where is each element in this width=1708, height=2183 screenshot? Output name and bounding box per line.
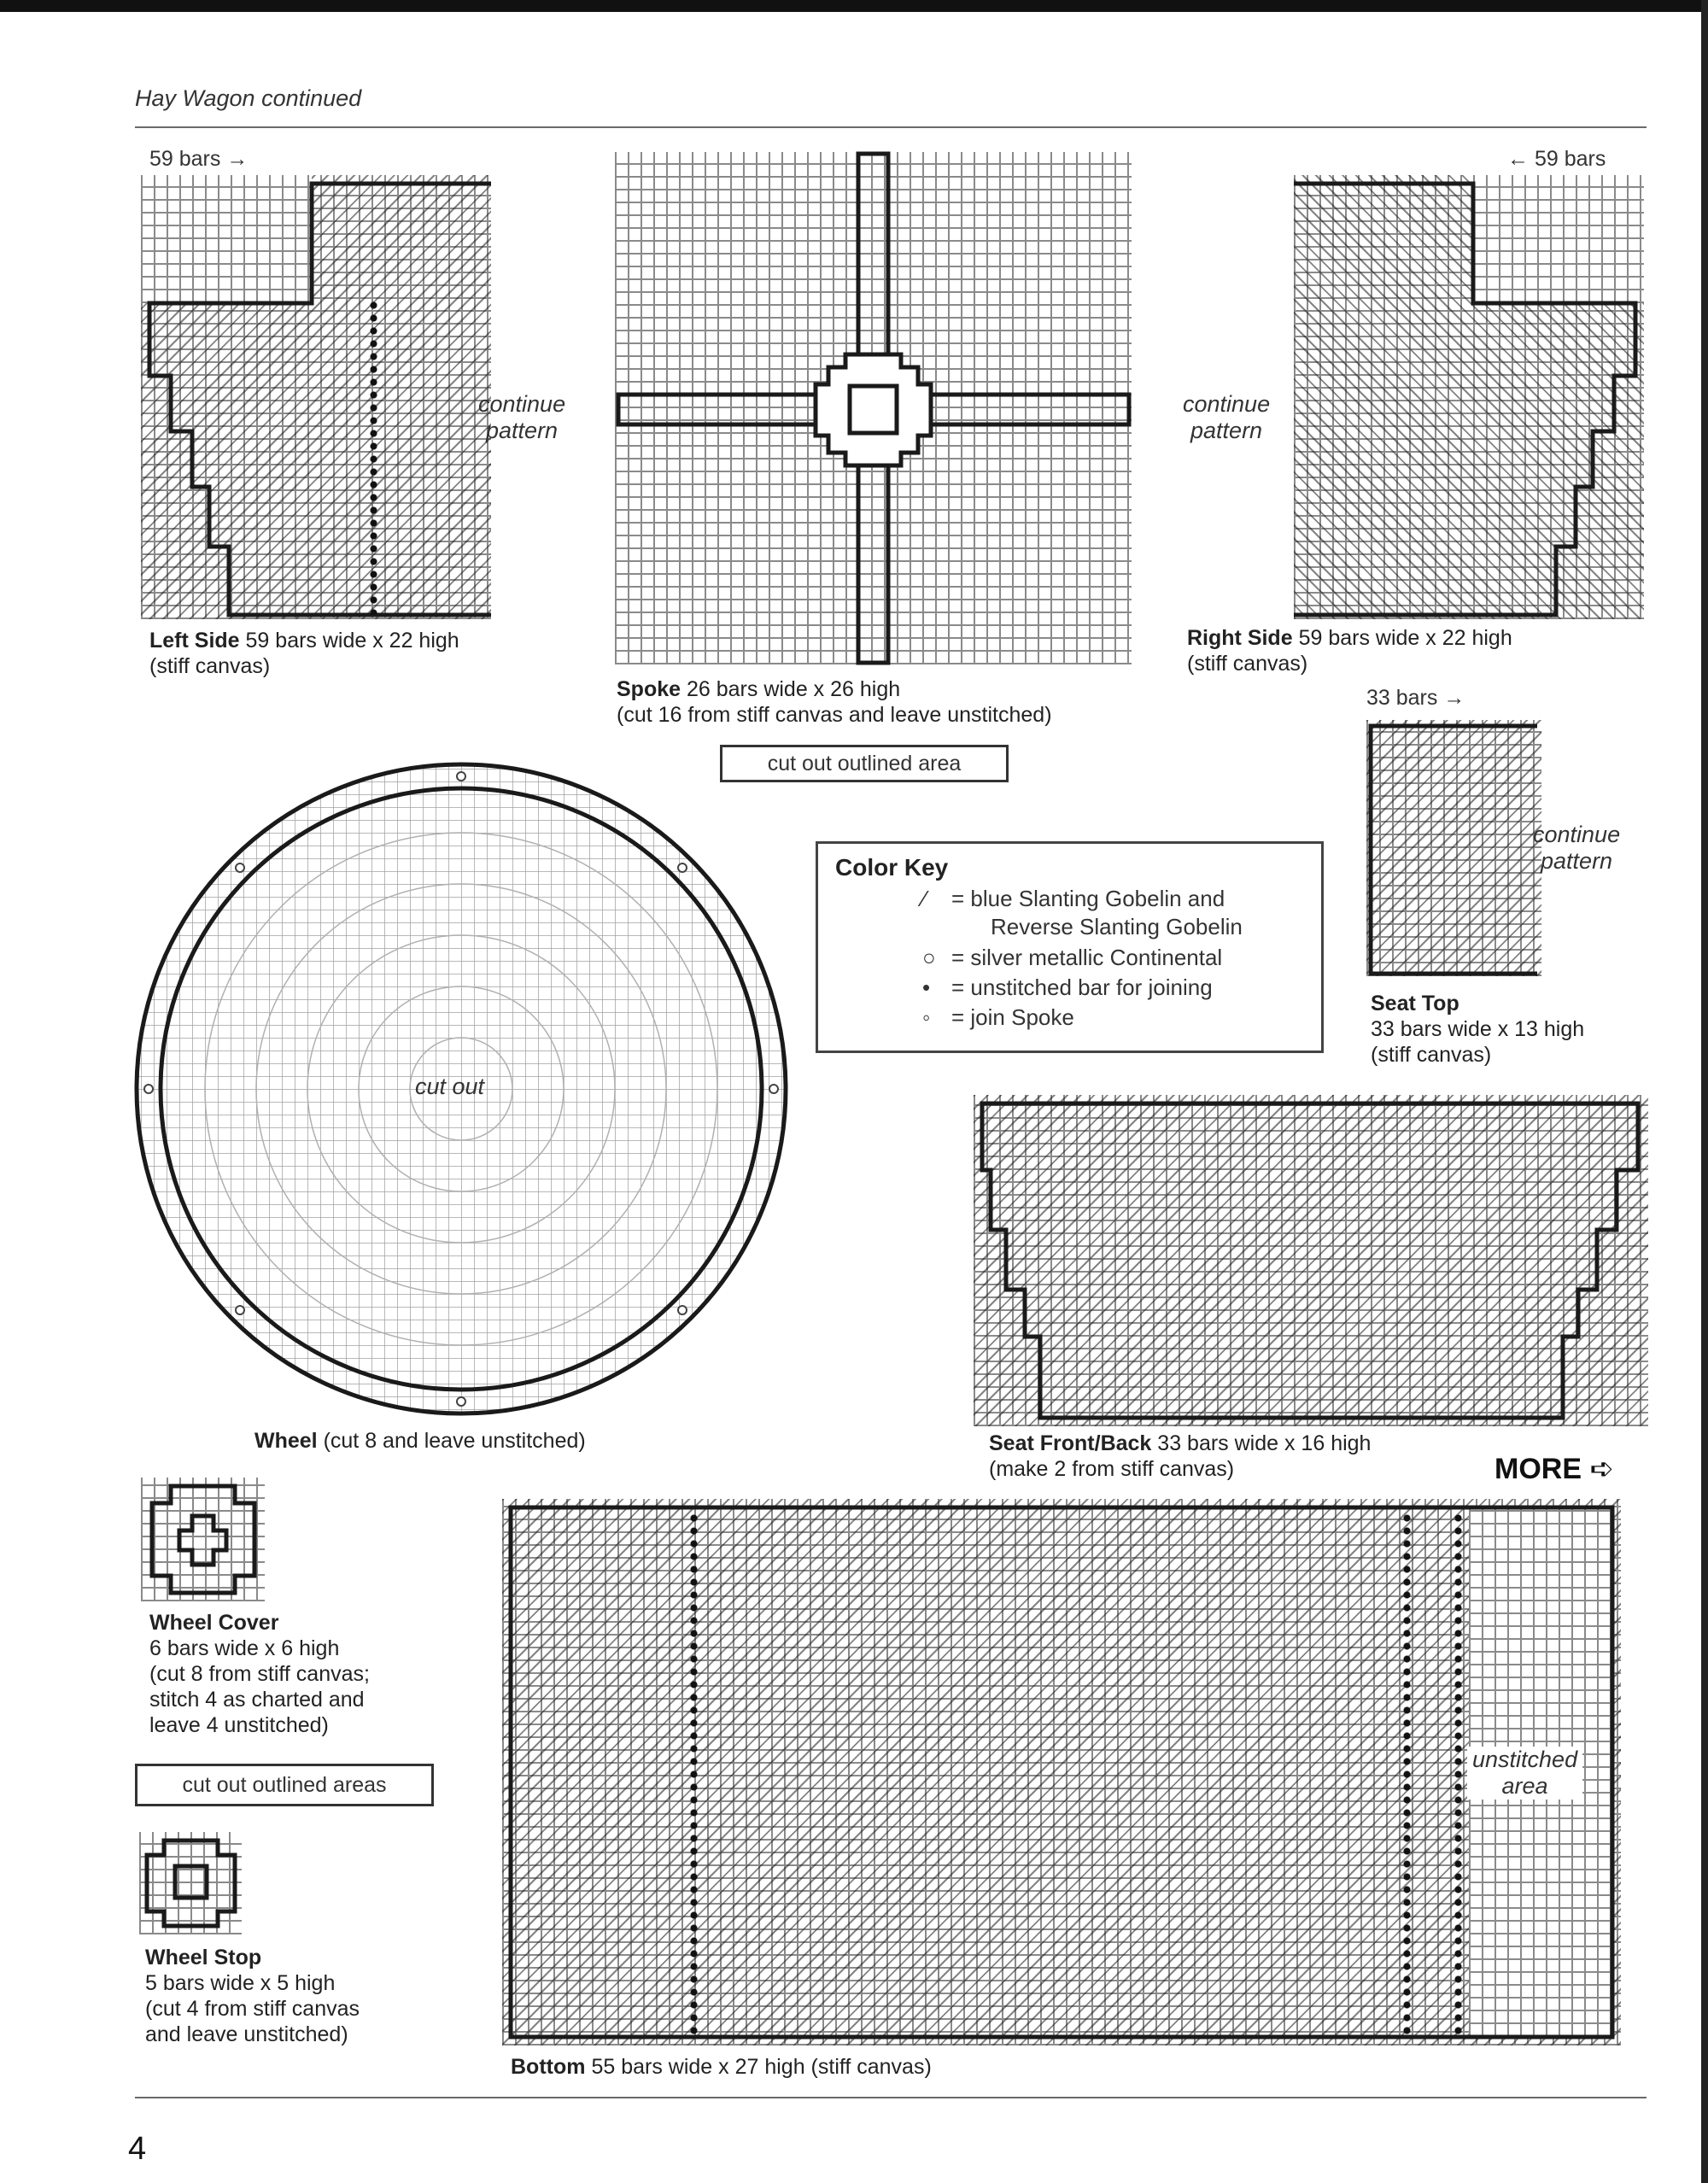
cut-areas-label: cut out outlined areas (135, 1764, 434, 1806)
color-key-title: Color Key (835, 854, 949, 881)
wheel-caption: Wheel (cut 8 and leave unstitched) (254, 1429, 586, 1453)
right-side-note: (stiff canvas) (1187, 652, 1308, 676)
left-side-caption: Left Side 59 bars wide x 22 high (149, 629, 459, 653)
color-key-item-silver: ○ = silver metallic Continental (922, 945, 1223, 970)
continental-stitch-icon: ○ (922, 945, 936, 970)
wheel-cover-line4: leave 4 unstitched) (149, 1713, 329, 1737)
bottom-unstitched-label: unstitched area (1467, 1747, 1582, 1800)
seat-top-bars-label: 33 bars → (1366, 686, 1465, 710)
right-side-bars-label: ← 59 bars (1507, 147, 1606, 171)
seat-front-back-caption: Seat Front/Back 33 bars wide x 16 high (989, 1431, 1372, 1455)
color-key-item-blue: ⁄ = blue Slanting Gobelin and (922, 886, 1225, 911)
wheel-stop-line2: (cut 4 from stiff canvas (145, 1997, 360, 2021)
color-key-item-join-spoke: ◦ = join Spoke (922, 1004, 1074, 1030)
dot-icon: • (922, 974, 931, 1000)
left-side-bars-label: 59 bars → (149, 147, 249, 171)
arrow-right-icon: → (226, 147, 249, 171)
left-side-note: (stiff canvas) (149, 654, 271, 678)
right-side-continue: continue pattern (1183, 391, 1271, 443)
bottom-join-dots-left (687, 1512, 700, 2034)
spoke-note: (cut 16 from stiff canvas and leave unstitched) (617, 703, 1052, 727)
color-key-item-blue-line2: Reverse Slanting Gobelin (991, 914, 1243, 939)
bottom-caption: Bottom 55 bars wide x 27 high (stiff canvas) (511, 2055, 932, 2079)
page-number: 4 (128, 2131, 147, 2167)
seat-top-continue: continue pattern (1533, 822, 1621, 874)
footer-rule (135, 2097, 1647, 2098)
wheel-stop-line3: and leave unstitched) (145, 2022, 348, 2046)
bottom-join-dots-right-1 (1401, 1512, 1413, 2034)
bottom-join-dots-right-2 (1452, 1512, 1465, 2034)
arrow-left-icon: ← (1507, 147, 1529, 171)
slant-stitch-icon: ⁄ (922, 886, 927, 911)
spoke-caption: Spoke 26 bars wide x 26 high (617, 677, 901, 701)
arrow-right-icon: ➪ (1589, 1453, 1614, 1485)
wheel-cover-line2: (cut 8 from stiff canvas; (149, 1662, 370, 1686)
color-key-item-unstitched: • = unstitched bar for joining (922, 974, 1213, 1000)
wheel-stop-line1: 5 bars wide x 5 high (145, 1971, 336, 1995)
right-side-caption: Right Side 59 bars wide x 22 high (1187, 626, 1512, 650)
seat-front-back-note: (make 2 from stiff canvas) (989, 1457, 1235, 1481)
wheel-stop-title: Wheel Stop (145, 1946, 262, 1969)
wheel-cover-line3: stitch 4 as charted and (149, 1688, 365, 1712)
wheel-cover-title: Wheel Cover (149, 1611, 279, 1635)
more-link[interactable]: MORE ➪ (1494, 1453, 1614, 1485)
spoke-cut-label: cut out outlined area (720, 745, 1009, 782)
arrow-right-icon: → (1443, 686, 1465, 710)
seat-top-dims: 33 bars wide x 13 high (1371, 1017, 1585, 1041)
page-header: Hay Wagon continued (135, 85, 362, 111)
wheel-center-label: cut out (415, 1074, 485, 1099)
left-side-continue: continue pattern (478, 391, 566, 443)
seat-top-title: Seat Top (1371, 992, 1459, 1015)
join-spoke-icon: ◦ (922, 1004, 931, 1030)
wheel-cover-line1: 6 bars wide x 6 high (149, 1636, 340, 1660)
seat-top-note: (stiff canvas) (1371, 1043, 1492, 1067)
